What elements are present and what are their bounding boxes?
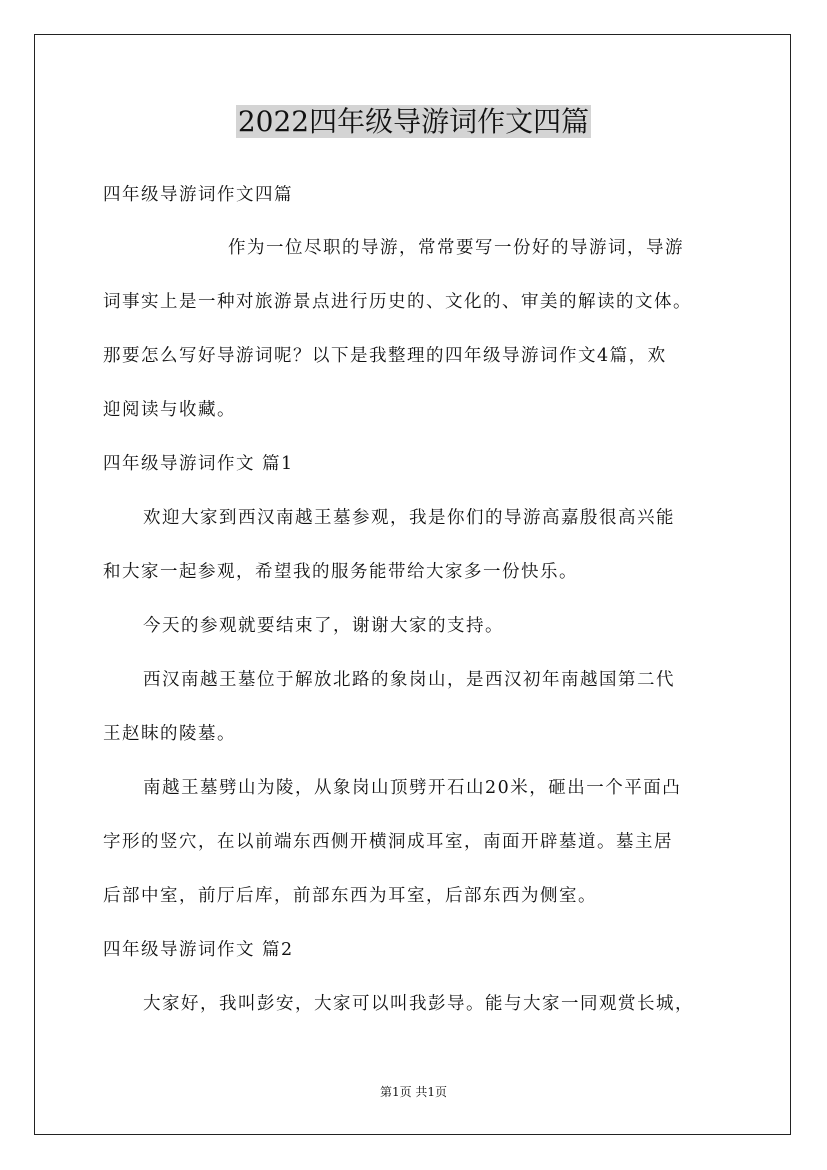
- intro-line: 那要怎么写好导游词呢？以下是我整理的四年级导游词作文4篇，欢: [103, 346, 667, 366]
- section-1-line: 南越王墓劈山为陵，从象岗山顶劈开石山20米，砸出一个平面凸: [143, 778, 682, 798]
- intro-line: 词事实上是一种对旅游景点进行历史的、文化的、审美的解读的文体。: [103, 292, 692, 312]
- section-1-line: 西汉南越王墓位于解放北路的象岗山，是西汉初年南越国第二代: [143, 670, 675, 690]
- section-2-line: 大家好，我叫彭安，大家可以叫我彭导。能与大家一同观赏长城，: [143, 994, 694, 1014]
- document-title-text: 2022四年级导游词作文四篇: [237, 105, 590, 138]
- page-footer: 第1页 共1页: [379, 1085, 448, 1099]
- section-1-line: 今天的参观就要结束了，谢谢大家的支持。: [143, 616, 504, 636]
- section-1-line: 字形的竖穴，在以前端东西侧开横洞成耳室，南面开辟墓道。墓主居: [103, 832, 673, 852]
- section-1-line: 后部中室，前厅后库，前部东西为耳室，后部东西为侧室。: [103, 886, 597, 906]
- intro-line: 作为一位尽职的导游，常常要写一份好的导游词，导游: [228, 238, 684, 258]
- section-1-line: 王赵眜的陵墓。: [103, 724, 236, 744]
- section-2-heading: 四年级导游词作文 篇2: [103, 940, 294, 960]
- document-subtitle: 四年级导游词作文四篇: [103, 185, 293, 205]
- section-1-line: 欢迎大家到西汉南越王墓参观，我是你们的导游高嘉殷很高兴能: [143, 508, 675, 528]
- document-title: [0, 100, 827, 144]
- section-1-heading: 四年级导游词作文 篇1: [103, 454, 294, 474]
- section-1-line: 和大家一起参观，希望我的服务能带给大家多一份快乐。: [103, 562, 578, 582]
- intro-line: 迎阅读与收藏。: [103, 400, 236, 420]
